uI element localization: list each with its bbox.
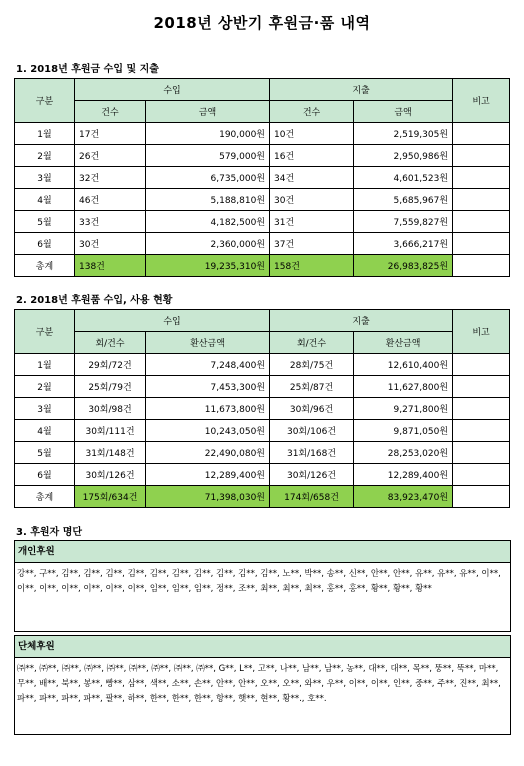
- in-count-cell: 32건: [75, 167, 146, 189]
- note-cell: [453, 233, 510, 255]
- col-out-amount: 환산금액: [354, 332, 453, 354]
- month-cell: 1월: [15, 354, 75, 376]
- col-out-amount: 금액: [354, 101, 453, 123]
- table-row: [15, 442, 510, 464]
- total-out-amount: 26,983,825원: [354, 255, 453, 277]
- month-cell: 3월: [15, 167, 75, 189]
- out-amount-cell: 11,627,800원: [354, 376, 453, 398]
- col-in-count: 건수: [75, 101, 146, 123]
- in-amount-cell: 12,289,400원: [146, 464, 270, 486]
- table-row: [15, 167, 510, 189]
- page-title: 2018년 상반기 후원금·품 내역: [153, 14, 371, 32]
- in-amount-cell: 5,188,810원: [146, 189, 270, 211]
- out-amount-cell: 9,871,050원: [354, 420, 453, 442]
- note-cell: [453, 420, 510, 442]
- total-out-amount: 83,923,470원: [354, 486, 453, 508]
- in-amount-cell: 579,000원: [146, 145, 270, 167]
- month-cell: 3월: [15, 398, 75, 420]
- out-amount-cell: 12,289,400원: [354, 464, 453, 486]
- total-out-count: 158건: [270, 255, 354, 277]
- in-count-cell: 17건: [75, 123, 146, 145]
- out-count-cell: 31건: [270, 211, 354, 233]
- out-count-cell: 37건: [270, 233, 354, 255]
- in-count-cell: 25회/79건: [75, 376, 146, 398]
- group-donors-box: [14, 635, 511, 735]
- col-in-count: 회/건수: [75, 332, 146, 354]
- group-donors-list: ㈜**, ㈜**, ㈜**, ㈜**, ㈜**, ㈜**, ㈜**, ㈜**, ㈜**, G**, L**, 고**, 나**, 남**, 남**, 농**, 대**, 대**, 목**, 뚱**, 뚝**, 마**, 무**, 배**, 북**, 봉**, 빵**, 삼**, 색**, 소**, 손**, 안**, 안**, 오**, 오**, 와**, 우**, 이**, 이**, 인**, 중**, 주**, 진**, 최**, 파**, 파**, 파**, 파**, 팔**, 하**, 한**, 한**, 한**, 항**, 햇**, 현**, 황**., 호**.: [17, 664, 501, 704]
- table-row: [15, 376, 510, 398]
- col-gubun: 구분: [15, 79, 75, 123]
- table-row: [15, 189, 510, 211]
- in-count-cell: 31회/148건: [75, 442, 146, 464]
- section3-heading: 3. 후원자 명단: [16, 527, 83, 538]
- total-out-count: 174회/658건: [270, 486, 354, 508]
- col-out-count: 회/건수: [270, 332, 354, 354]
- col-out-count: 건수: [270, 101, 354, 123]
- donation-goods-table: [14, 309, 510, 508]
- in-count-cell: 30건: [75, 233, 146, 255]
- out-amount-cell: 5,685,967원: [354, 189, 453, 211]
- total-row: [15, 486, 510, 508]
- total-in-count: 175회/634건: [75, 486, 146, 508]
- note-cell: [453, 376, 510, 398]
- section1-heading: 1. 2018년 후원금 수입 및 지출: [16, 64, 159, 75]
- note-cell: [453, 189, 510, 211]
- out-amount-cell: 28,253,020원: [354, 442, 453, 464]
- month-cell: 4월: [15, 420, 75, 442]
- col-income: 수입: [75, 79, 270, 101]
- col-gubun: 구분: [15, 310, 75, 354]
- table-row: [15, 354, 510, 376]
- col-note: 비고: [453, 79, 510, 123]
- in-amount-cell: 7,453,300원: [146, 376, 270, 398]
- in-count-cell: 33건: [75, 211, 146, 233]
- col-income: 수입: [75, 310, 270, 332]
- note-cell: [453, 255, 510, 277]
- out-amount-cell: 12,610,400원: [354, 354, 453, 376]
- in-count-cell: 30회/98건: [75, 398, 146, 420]
- month-cell: 2월: [15, 376, 75, 398]
- in-amount-cell: 22,490,080원: [146, 442, 270, 464]
- col-expense: 지출: [270, 310, 453, 332]
- individual-donors-label: 개인후원: [15, 541, 510, 563]
- col-in-amount: 금액: [146, 101, 270, 123]
- total-in-count: 138건: [75, 255, 146, 277]
- note-cell: [453, 354, 510, 376]
- out-count-cell: 25회/87건: [270, 376, 354, 398]
- out-amount-cell: 7,559,827원: [354, 211, 453, 233]
- individual-donors-box: [14, 540, 511, 632]
- in-count-cell: 29회/72건: [75, 354, 146, 376]
- in-amount-cell: 190,000원: [146, 123, 270, 145]
- in-amount-cell: 7,248,400원: [146, 354, 270, 376]
- note-cell: [453, 145, 510, 167]
- total-row: [15, 255, 510, 277]
- in-count-cell: 30회/111건: [75, 420, 146, 442]
- note-cell: [453, 486, 510, 508]
- in-amount-cell: 2,360,000원: [146, 233, 270, 255]
- individual-donors-list: 강**, 구**, 김**, 김**, 김**, 김**, 김**, 김**, 김**, 김**, 김**, 김**, 노**, 박**, 송**, 신**, 안**, 안**, 유**, 유**, 유**, 이**, 이**, 이**, 이**, 이**, 이**, 이**, 임**, 임**, 임**, 정**, 조**, 최**, 최**, 최**, 홍**, 홍**, 황**, 황**, 황**: [17, 569, 501, 594]
- table-row: [15, 211, 510, 233]
- in-count-cell: 30회/126건: [75, 464, 146, 486]
- section2-heading: 2. 2018년 후원품 수입, 사용 현황: [16, 295, 173, 306]
- out-amount-cell: 2,519,305원: [354, 123, 453, 145]
- table-row: [15, 233, 510, 255]
- col-note: 비고: [453, 310, 510, 354]
- month-cell: 6월: [15, 233, 75, 255]
- note-cell: [453, 211, 510, 233]
- note-cell: [453, 398, 510, 420]
- note-cell: [453, 123, 510, 145]
- in-amount-cell: 4,182,500원: [146, 211, 270, 233]
- in-count-cell: 46건: [75, 189, 146, 211]
- month-cell: 5월: [15, 442, 75, 464]
- month-cell: 2월: [15, 145, 75, 167]
- in-amount-cell: 11,673,800원: [146, 398, 270, 420]
- out-amount-cell: 4,601,523원: [354, 167, 453, 189]
- total-label: 총계: [15, 486, 75, 508]
- month-cell: 1월: [15, 123, 75, 145]
- group-donors-label: 단체후원: [15, 636, 510, 658]
- out-count-cell: 30회/96건: [270, 398, 354, 420]
- total-in-amount: 19,235,310원: [146, 255, 270, 277]
- total-in-amount: 71,398,030원: [146, 486, 270, 508]
- month-cell: 6월: [15, 464, 75, 486]
- table-row: [15, 464, 510, 486]
- in-count-cell: 26건: [75, 145, 146, 167]
- donation-money-table: [14, 78, 510, 277]
- table-row: [15, 420, 510, 442]
- note-cell: [453, 442, 510, 464]
- out-count-cell: 30건: [270, 189, 354, 211]
- table-row: [15, 123, 510, 145]
- note-cell: [453, 167, 510, 189]
- out-amount-cell: 2,950,986원: [354, 145, 453, 167]
- out-count-cell: 34건: [270, 167, 354, 189]
- out-count-cell: 30회/126건: [270, 464, 354, 486]
- out-count-cell: 31회/168건: [270, 442, 354, 464]
- out-count-cell: 30회/106건: [270, 420, 354, 442]
- col-expense: 지출: [270, 79, 453, 101]
- month-cell: 5월: [15, 211, 75, 233]
- col-in-amount: 환산금액: [146, 332, 270, 354]
- total-label: 총계: [15, 255, 75, 277]
- in-amount-cell: 10,243,050원: [146, 420, 270, 442]
- out-count-cell: 28회/75건: [270, 354, 354, 376]
- out-amount-cell: 9,271,800원: [354, 398, 453, 420]
- out-count-cell: 16건: [270, 145, 354, 167]
- table-row: [15, 145, 510, 167]
- table-row: [15, 398, 510, 420]
- in-amount-cell: 6,735,000원: [146, 167, 270, 189]
- note-cell: [453, 464, 510, 486]
- month-cell: 4월: [15, 189, 75, 211]
- out-amount-cell: 3,666,217원: [354, 233, 453, 255]
- out-count-cell: 10건: [270, 123, 354, 145]
